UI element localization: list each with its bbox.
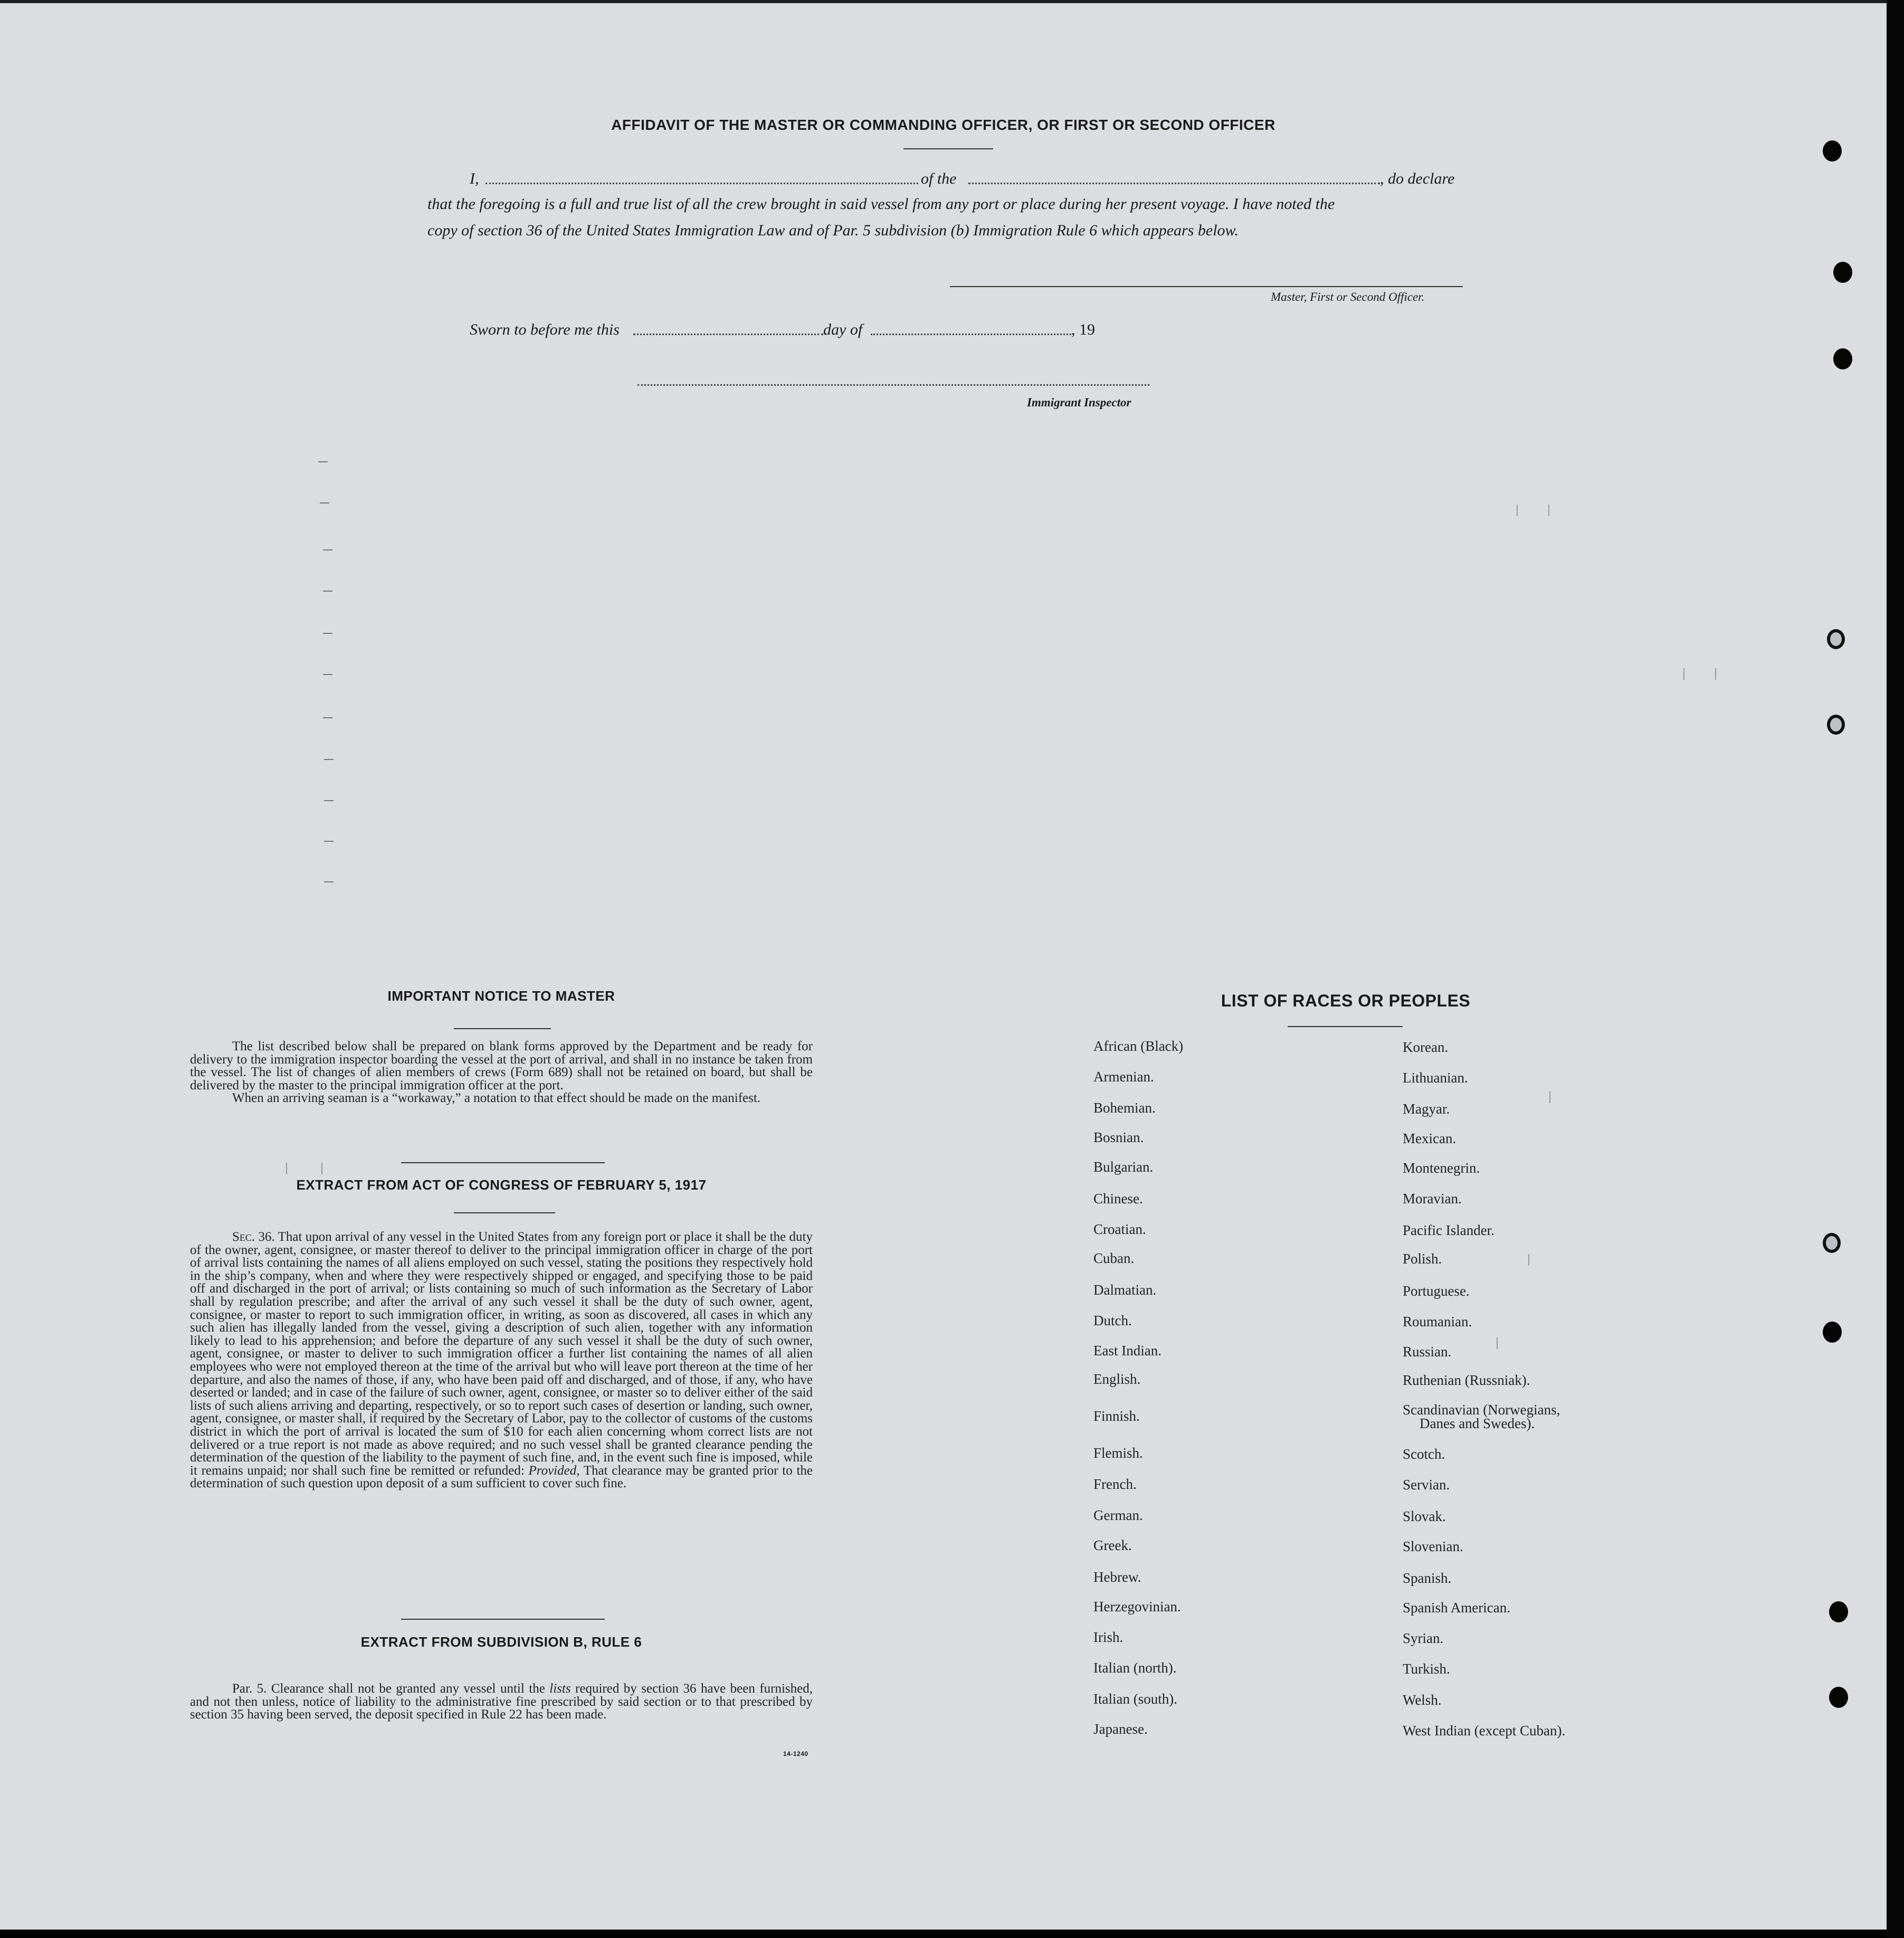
- race-item: Moravian.: [1403, 1191, 1462, 1206]
- rule6-title: EXTRACT FROM SUBDIVISION B, RULE 6: [360, 1634, 642, 1650]
- scan-mark: [318, 461, 328, 462]
- race-item: Dutch.: [1093, 1313, 1132, 1328]
- scan-mark: [323, 549, 332, 550]
- scan-mark: [1715, 668, 1716, 680]
- notice-para2: When an arriving seaman is a “workaway,” a notation to that effect should be made on the manifest.: [232, 1091, 761, 1106]
- race-item: Finnish.: [1093, 1408, 1140, 1424]
- inspector-label: Immigrant Inspector: [1027, 396, 1131, 409]
- race-item: Bulgarian.: [1093, 1159, 1154, 1175]
- race-item: Greek.: [1093, 1537, 1132, 1553]
- race-item: French.: [1093, 1476, 1137, 1492]
- page-edge-shadow: [1887, 0, 1904, 1938]
- sworn-day-field[interactable]: [633, 334, 823, 335]
- races-rule: [1288, 1026, 1403, 1027]
- scan-mark: [1683, 668, 1684, 680]
- act-body: [190, 1231, 813, 1490]
- race-item: Portuguese.: [1403, 1283, 1470, 1299]
- scan-mark: [324, 800, 334, 801]
- scan-mark: [1497, 1337, 1498, 1349]
- race-item: Japanese.: [1093, 1721, 1148, 1737]
- binder-hole: [1823, 1322, 1842, 1343]
- scan-mark: [320, 502, 329, 504]
- notice-para1: The list described below shall be prepared on blank forms approved by the Department and be ready for delivery to the immigration inspector boarding the vessel at the port of arrival, and shall in no instance be taken from the vessel. The list of changes of alien members of crews (Form 689) shall not be retained on board, but shall be delivered by the master to the principal immigration officer at the port.: [190, 1039, 813, 1092]
- scan-mark: [323, 674, 332, 675]
- binder-hole: [1833, 262, 1852, 283]
- act-section-label: Sec. 36.: [232, 1230, 275, 1244]
- rule6-top-rule: [401, 1619, 605, 1620]
- race-item: Spanish.: [1403, 1570, 1452, 1586]
- race-item: Syrian.: [1403, 1630, 1444, 1646]
- race-item: Roumanian.: [1403, 1314, 1472, 1329]
- affidavit-line3: copy of section 36 of the United States Immigration Law and of Par. 5 subdivision (b) Immigration Rule 6 which appears below.: [427, 222, 1239, 239]
- race-item: Spanish American.: [1403, 1600, 1510, 1616]
- race-item: Croatian.: [1093, 1221, 1146, 1237]
- race-item: Bohemian.: [1093, 1100, 1156, 1116]
- binder-hole: [1833, 348, 1852, 369]
- race-item: Lithuanian.: [1403, 1070, 1468, 1086]
- affidavit-declare-label: , do declare: [1380, 170, 1455, 187]
- race-item: African (Black): [1093, 1038, 1184, 1054]
- race-item: Russian.: [1403, 1344, 1452, 1360]
- scan-mark: [321, 1163, 322, 1174]
- scan-mark: [323, 633, 332, 634]
- race-item: Cuban.: [1093, 1250, 1135, 1266]
- binder-hole: [1829, 1687, 1848, 1708]
- race-item: West Indian (except Cuban).: [1403, 1723, 1566, 1738]
- form-number: 14-1240: [783, 1750, 808, 1758]
- rule6-lists: lists: [549, 1682, 571, 1696]
- binder-hole: [1823, 1233, 1841, 1253]
- rule6-text-end: required by section 36 have been furnished, and not then unless, notice of liability to the administrative fine prescribed by said section or to that prescribed by section 35 having been served, the deposit specified in Rule 22 has been made.: [190, 1682, 813, 1722]
- binder-hole: [1823, 140, 1842, 162]
- race-item: Pacific Islander.: [1403, 1222, 1494, 1238]
- race-item: German.: [1093, 1507, 1143, 1523]
- race-item: Italian (south).: [1093, 1691, 1177, 1707]
- binder-hole: [1829, 1601, 1848, 1622]
- race-item-continuation: Danes and Swedes).: [1420, 1416, 1535, 1431]
- notice-title: IMPORTANT NOTICE TO MASTER: [387, 988, 615, 1004]
- inspector-signature-line[interactable]: [637, 384, 1149, 386]
- race-item: Magyar.: [1403, 1101, 1450, 1117]
- race-item: Flemish.: [1093, 1445, 1143, 1461]
- race-item: Scotch.: [1403, 1446, 1445, 1462]
- rule6-body: [190, 1683, 813, 1722]
- race-item: Bosnian.: [1093, 1129, 1144, 1145]
- master-signature-line[interactable]: [950, 286, 1463, 287]
- act-title: EXTRACT FROM ACT OF CONGRESS OF FEBRUARY 5, 1917: [296, 1177, 707, 1193]
- race-item: Irish.: [1093, 1629, 1124, 1645]
- scan-mark: [323, 717, 332, 718]
- race-item: Servian.: [1403, 1477, 1450, 1493]
- binder-hole: [1827, 629, 1845, 649]
- race-item: Welsh.: [1403, 1692, 1442, 1708]
- affidavit-title: AFFIDAVIT OF THE MASTER OR COMMANDING OFFICER, OR FIRST OR SECOND OFFICER: [611, 117, 1275, 133]
- races-title: LIST OF RACES OR PEOPLES: [1221, 991, 1471, 1010]
- race-item: Armenian.: [1093, 1069, 1154, 1085]
- scan-mark: [324, 881, 334, 882]
- notice-body: [190, 1040, 813, 1105]
- race-item: Montenegrin.: [1403, 1160, 1480, 1176]
- scan-mark: [324, 759, 334, 760]
- race-item: Mexican.: [1403, 1130, 1456, 1146]
- race-item: Turkish.: [1403, 1661, 1450, 1677]
- rule6-text: Par. 5. Clearance shall not be granted any vessel until the: [232, 1682, 545, 1696]
- race-item: Scandinavian (Norwegians,: [1403, 1402, 1560, 1418]
- binder-hole: [1827, 715, 1845, 735]
- race-item: Italian (north).: [1093, 1660, 1177, 1676]
- act-top-rule: [401, 1162, 605, 1163]
- scan-mark: [286, 1163, 287, 1174]
- sworn-day-of-label: day of: [823, 321, 863, 338]
- sworn-month-field[interactable]: [871, 334, 1071, 335]
- race-item: Ruthenian (Russniak).: [1403, 1372, 1530, 1388]
- scan-mark: [323, 591, 332, 592]
- affidavit-of-the-label: of the: [921, 170, 957, 187]
- race-item: Herzegovinian.: [1093, 1599, 1181, 1614]
- scan-mark: [1548, 505, 1549, 516]
- scan-mark: [1549, 1091, 1550, 1103]
- notice-rule: [454, 1028, 551, 1029]
- act-provided: Provided,: [528, 1463, 580, 1478]
- vessel-blank-field[interactable]: [968, 183, 1380, 184]
- act-text: That upon arrival of any vessel in the United States from any foreign port or place it shall be the duty of the owner, agent, consignee, or master thereof to deliver to the principal immigration officer in charge of the port of arrival lists containing the names of all aliens employed on such vessel, stating the positions they respectively hold in the ship’s company, when and where they were respectively shipped or engaged, and specifying those to be paid off and discharged in the port of arrival; or lists containing so much of such information as the Secretary of Labor shall by regulation prescribe; and after the arrival of any such vessel it shall be the duty of such owner, agent, consignee, or master to report to such immigration officer, in writing, as soon as discovered, all cases in which any such alien has illegally landed from the vessel, giving a description of such alien, together with any information likely to lead to his apprehension; and before the departure of any such vessel it shall be the duty of such owner, agent, consignee, or master to deliver to such immigration officer a further list containing the names of all alien employees who were not employed thereon at the time of the arrival but who will leave port thereon at the time of her departure, and also the names of those, if any, who have been paid off and discharged, and of those, if any, who have deserted or landed; and in case of the failure of such owner, agent, consignee, or master so to deliver either of the said lists of such aliens arriving and departing, respectively, or so to report such cases of desertion or landing, such owner, agent, consignee, or master shall, if required by the Secretary of Labor, pay to the collector of customs of the customs district in which the port of arrival is located the sum of $10 for each alien concerning whom correct lists are not delivered or a true report is not made as above required; and no such vessel shall be granted clearance pending the determination of the question of the liability to the payment of such fine, and, in the event such fine is imposed, while it remains unpaid; nor shall such fine be remitted or refunded:: [190, 1230, 813, 1478]
- sworn-year-label: , 19: [1071, 321, 1095, 338]
- race-item: East Indian.: [1093, 1343, 1162, 1358]
- race-item: Korean.: [1403, 1039, 1449, 1055]
- scan-mark: [1528, 1254, 1529, 1266]
- sworn-prefix: Sworn to before me this: [470, 321, 620, 338]
- race-item: Slovak.: [1403, 1508, 1446, 1524]
- master-label: Master, First or Second Officer.: [1271, 290, 1425, 303]
- act-title-rule: [454, 1212, 555, 1213]
- title-rule: [903, 148, 993, 149]
- race-item: Dalmatian.: [1093, 1282, 1157, 1298]
- race-item: Hebrew.: [1093, 1569, 1141, 1585]
- affidavit-i-label: I,: [470, 170, 479, 187]
- race-item: Polish.: [1403, 1251, 1442, 1267]
- name-blank-field[interactable]: [485, 183, 918, 184]
- race-item: Chinese.: [1093, 1191, 1143, 1206]
- act-text-end: That clearance may be granted prior to the determination of such question upon deposit of a sum sufficient to cover such fine.: [190, 1463, 813, 1491]
- scan-mark: [1517, 505, 1518, 516]
- race-item: English.: [1093, 1371, 1141, 1387]
- affidavit-line2: that the foregoing is a full and true list of all the crew brought in said vessel from any port or place during her present voyage. I have noted the: [427, 195, 1335, 213]
- race-item: Slovenian.: [1403, 1538, 1463, 1554]
- scan-mark: [324, 841, 334, 842]
